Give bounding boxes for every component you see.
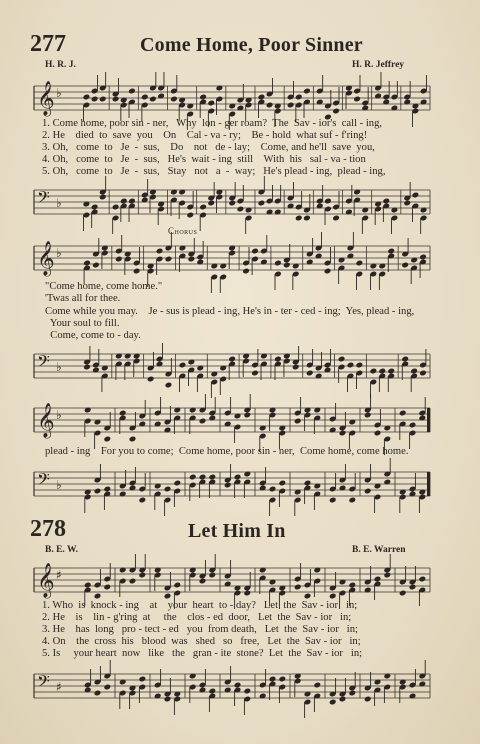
verse-line: 5. Oh, come to Je - sus, Stay not a - way; He's plead - ing, plead - ing, [42, 166, 386, 177]
treble-clef-icon: 𝄞 [37, 241, 55, 276]
bass-clef-icon: 𝄢 [37, 469, 50, 493]
verse-line: 5. Is your heart now like the gran - ite stone? Let the Sav - ior in; [42, 648, 363, 659]
music-credit: H. R. Jeffrey [352, 60, 405, 70]
verse-line: 2. He is lin - g'ring at the clos - ed door, Let the Sav - ior in; [42, 612, 352, 623]
flat-icon: ♭ [56, 86, 62, 100]
treble-staff [0, 558, 480, 604]
treble-staff [0, 76, 480, 122]
chorus-line: Come while you may. Je - sus is plead - ing, He's in - ter - ced - ing; Yes, plead - ing, [45, 306, 415, 317]
bass-clef-icon: 𝄢 [37, 351, 50, 375]
flat-icon: ♭ [56, 196, 62, 210]
verse-line: 3. He has long pro - tect - ed you from death, Let the Sav - ior in; [42, 624, 358, 635]
words-credit: H. R. J. [45, 60, 76, 70]
verse-line: 4. On the cross his blood was shed so free, Let the Sav - ior in; [42, 636, 361, 647]
words-credit: B. E. W. [45, 545, 79, 555]
flat-icon: ♭ [56, 408, 62, 422]
verse-line: 3. Oh, come to Je - sus, Do not de - lay; Come, and he'll save you, [42, 142, 375, 153]
chorus-line: Come, come to - day. [45, 330, 141, 341]
treble-clef-icon: 𝄞 [37, 563, 55, 598]
final-line: plead - ing For you to come; Come home, poor sin - ner, Come home, come home. [45, 446, 409, 457]
treble-staff [0, 236, 480, 282]
chorus-line: Your soul to fill. [45, 318, 120, 329]
bass-staff [0, 664, 480, 710]
hymn-number: 278 [30, 516, 66, 542]
bass-staff [0, 462, 480, 508]
verse-line: 1. Come home, poor sin - ner, Why lon - ger roam? The Sav - ior's call - ing, [42, 118, 383, 129]
flat-icon: ♭ [56, 478, 62, 492]
bass-staff [0, 180, 480, 226]
verse-line: 4. Oh, come to Je - sus, He's wait - ing still With his sal - va - tion [42, 154, 366, 165]
chorus-line: "Come home, come home." [45, 281, 163, 292]
sharp-icon: ♯ [56, 680, 62, 694]
treble-staff [0, 398, 480, 444]
verse-line: 2. He died to save you On Cal - va - ry; Be - hold what suf - f'ring! [42, 130, 368, 141]
chorus-label: Chorus [168, 226, 198, 236]
chorus-line: 'Twas all for thee. [45, 293, 121, 304]
bass-clef-icon: 𝄢 [37, 187, 50, 211]
hymn-title: Let Him In [188, 520, 286, 542]
hymn-title: Come Home, Poor Sinner [140, 34, 363, 56]
hymn-number: 277 [30, 31, 66, 57]
sharp-icon: ♯ [56, 568, 62, 582]
flat-icon: ♭ [56, 360, 62, 374]
treble-clef-icon: 𝄞 [37, 403, 55, 438]
bass-staff [0, 344, 480, 390]
music-credit: B. E. Warren [352, 545, 406, 555]
treble-clef-icon: 𝄞 [37, 81, 55, 116]
flat-icon: ♭ [56, 246, 62, 260]
verse-line: 1. Who is knock - ing at your heart to - day? Let the Sav - ior in; [42, 600, 358, 611]
bass-clef-icon: 𝄢 [37, 671, 50, 695]
